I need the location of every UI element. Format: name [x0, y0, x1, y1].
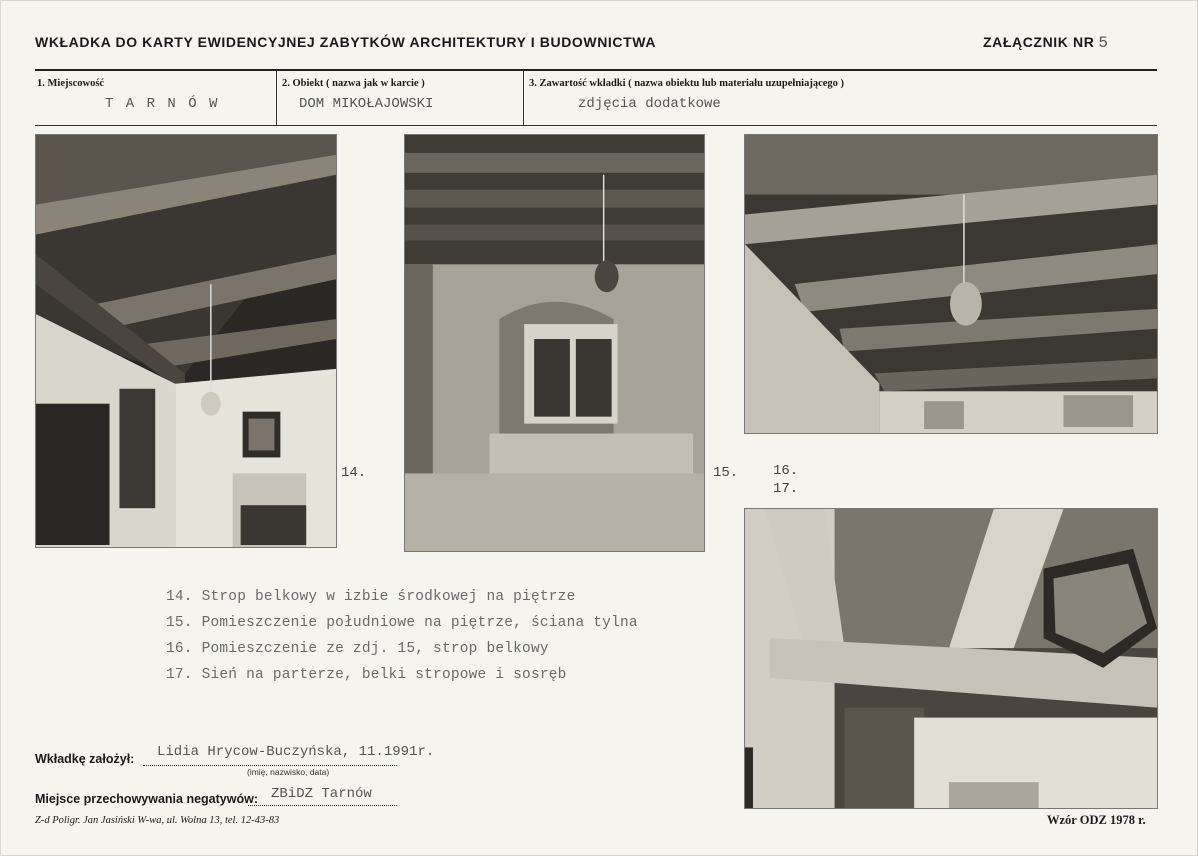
field-divider-2	[523, 71, 524, 126]
photo-14-beamed-ceiling	[35, 134, 337, 548]
photo-16-number: 16.	[773, 463, 799, 479]
header-bottom-rule	[35, 125, 1157, 126]
form-title: WKŁADKA DO KARTY EWIDENCYJNEJ ZABYTKÓW ARCHITEKTURY I BUDOWNICTWA	[35, 34, 657, 50]
object-label: 2. Obiekt ( nazwa jak w karcie )	[282, 78, 425, 89]
place-label: 1. Miejscowość	[37, 78, 105, 89]
negatives-dotted-line	[248, 804, 397, 806]
annex-number	[983, 34, 1109, 52]
field-divider-1	[276, 71, 277, 126]
author-dotted-line	[143, 764, 397, 766]
negatives-label: Miejsce przechowywania negatywów:	[35, 792, 258, 806]
place-value: T A R N Ó W	[105, 96, 220, 112]
content-label: 3. Zawartość wkładki ( nazwa obiektu lub materiału uzupełniającego )	[529, 78, 845, 89]
author-hint: (imię, nazwisko, data)	[247, 767, 330, 777]
caption-14: 14. Strop belkowy w izbie środkowej na piętrze	[166, 589, 576, 605]
content-value: zdjęcia dodatkowe	[578, 96, 721, 112]
photo-15-room-window	[404, 134, 705, 552]
caption-15: 15. Pomieszczenie południowe na piętrze, ściana tylna	[166, 615, 638, 631]
photo-17-hall-beams	[744, 508, 1158, 809]
photo-14-number: 14.	[341, 465, 367, 481]
author-label: Wkładkę założył:	[35, 752, 135, 766]
photo-15-number: 15.	[713, 465, 739, 481]
negatives-value: ZBiDZ Tarnów	[271, 786, 372, 802]
photo-16-ceiling-lamp	[744, 134, 1158, 434]
annex-label: ZAŁĄCZNIK NR	[983, 34, 1095, 50]
caption-17: 17. Sień na parterze, belki stropowe i sosręb	[166, 667, 567, 683]
header-top-rule	[35, 69, 1157, 71]
annex-value: 5	[1098, 34, 1109, 52]
form-model: Wzór ODZ 1978 r.	[1047, 813, 1146, 827]
caption-16: 16. Pomieszczenie ze zdj. 15, strop belkowy	[166, 641, 549, 657]
object-value: DOM MIKOŁAJOWSKI	[299, 96, 434, 112]
author-value: Lidia Hrycow-Buczyńska, 11.1991r.	[157, 744, 435, 760]
printer-imprint: Z-d Poligr. Jan Jasiński W-wa, ul. Wolna 13, tel. 12-43-83	[35, 815, 280, 826]
photo-17-number: 17.	[773, 481, 799, 497]
